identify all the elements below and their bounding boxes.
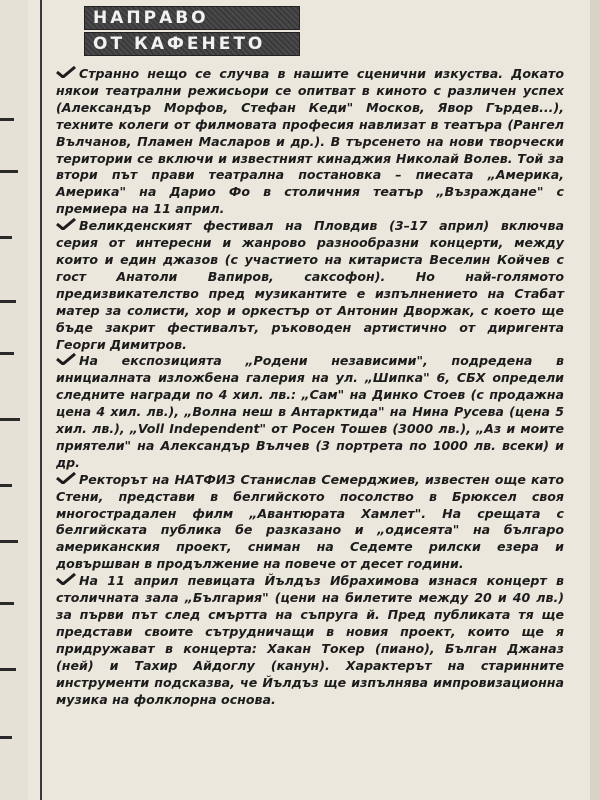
news-item-text: На 11 април певицата Йълдъз Ибрахимова изнася концерт в столичната зала „България" (цени на билетите между 20 и 40 лв.) за първи път след смъртта на съпруга й. Пред публиката тя ще представи своите сътрудничащи в новия проект, които ще я придружават в концерта: Хакан Токер (пиано), Бълган Джаназ (ней) и Тахир Айдоглу (канун). Характерът на старинните инструменти подсказва, че Йълдъз ще изпълнява импровизационна музика на фолклорна основа. xyxy=(56,573,564,707)
news-item xyxy=(56,573,564,708)
checkmark-icon xyxy=(56,353,76,365)
article-column xyxy=(56,0,576,800)
news-item xyxy=(56,353,564,471)
news-item xyxy=(56,472,564,573)
checkmark-icon xyxy=(56,218,76,230)
news-item xyxy=(56,218,564,353)
checkmark-icon xyxy=(56,472,76,484)
news-item xyxy=(56,66,564,218)
news-item-text: Великденският фестивал на Пловдив (3–17 април) включва серия от интересни и жанрово разнообразни концерти, между които и един джазов (с участието на китариста Веселин Койчев с гост Анатоли Вапиров, саксофон). Но най-голямото предизвикателство пред музикантите е изпълнението на Стабат матер за солисти, хор и оркестър от Антонин Дворжак, с което ще бъде закрит фестивалът, ръководен артистично от диригента Георги Димитров. xyxy=(56,218,564,352)
adjacent-column-edge xyxy=(0,0,28,800)
news-item-text: Ректорът на НАТФИЗ Станислав Семерджиев, известен още като Стени, представи в белгийското посолство в Брюксел своя многострадален филм „Авантюрата Хамлет". На срещата с белгийската публика бе разказано и „одисеята" на българо американския проект, сниман на Седемте рилски езера и довършван в продължение на повече от десет години. xyxy=(56,471,564,572)
news-item-text: На експозицията „Родени независими", подредена в инициалната изложбена галерия на ул. „Шипка" 6, СБХ определи следните награди по 4 хил. лв.: „Сам" на Динко Стоев (с продажна цена 4 хил. лв.), „Волна неш в Антарктида" на Нина Русева (цена 5 хил. лв.), „Voll Independent" от Росен Тошев (3000 лв.), „Аз и моите приятели" на Александър Вълчев (3 портрета по 1000 лв. всеки) и др. xyxy=(56,353,564,470)
checkmark-icon xyxy=(56,573,76,585)
page-edge xyxy=(590,0,600,800)
article-body xyxy=(56,66,564,708)
section-title-line-2: ОТ КАФЕНЕТО xyxy=(84,32,300,56)
checkmark-icon xyxy=(56,66,76,78)
section-header xyxy=(84,6,300,56)
section-title-line-1: НАПРАВО xyxy=(84,6,300,30)
column-divider xyxy=(40,0,42,800)
news-item-text: Странно нещо се случва в нашите сценични изкуства. Докато някои театрални режисьори се опитват в киното с различен успех (Александър Морфов, Стефан Кеди" Москов, Явор Гърдев...), техните колеги от филмовата професия навлизат в театъра (Рангел Вълчанов, Пламен Масларов и др.). В търсенето на нови творчески територии се включи и известният кинаджия Николай Волев. Той за втори път прави театрална постановка – пиесата „Америка, Америка" на Дарио Фо в столичния театър „Възраждане" с премиера на 11 април. xyxy=(56,66,564,217)
